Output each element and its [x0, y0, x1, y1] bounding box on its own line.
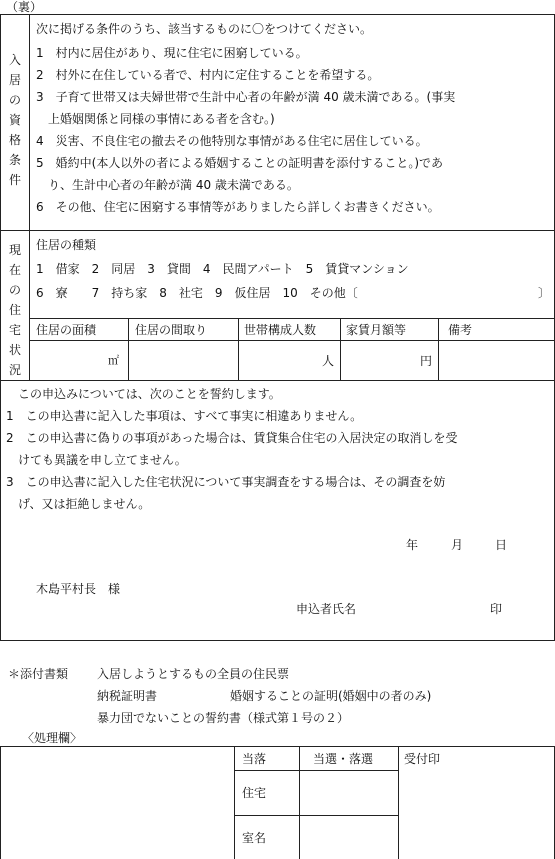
applicant-name-label: 申込者氏名 — [296, 602, 357, 616]
processing-label: 〈処理欄〉 — [22, 731, 83, 745]
eligibility-side-label: 入居の資格条件 — [8, 53, 21, 187]
housing-kind-label: 住居の種類 — [36, 238, 97, 252]
result-header: 当落 — [242, 752, 267, 766]
pledge-item: 1 この申込書に記入した事項は、すべて事実に相違ありません。 — [6, 409, 363, 423]
addressee: 木島平村長 様 — [36, 582, 121, 596]
pledge-item-continuation: げ、又は拒絶しません。 — [6, 497, 151, 511]
housing-kind-options-row1[interactable]: 1 借家 2 同居 3 貸間 4 民間アパート 5 賃貸マンション — [36, 262, 409, 276]
attachment-antigang-pledge: 暴力団でないことの誓約書（様式第１号の２） — [97, 711, 350, 725]
other-bracket-close: 〕 — [538, 286, 551, 300]
pledge-item: 2 この申込書に偽りの事項があった場合は、賃貸集合住宅の入居決定の取消しを受 — [6, 431, 458, 445]
receipt-stamp-header: 受付印 — [404, 752, 441, 766]
area-unit: ㎡ — [108, 354, 119, 367]
attachments-label: ＊添付書類 — [8, 667, 69, 681]
processing-table — [0, 746, 555, 859]
attachment-tax-certificate: 納税証明書 — [97, 689, 158, 703]
col-area-header: 住居の面積 — [36, 323, 97, 337]
eligibility-item[interactable]: 1 村内に居住があり、現に住宅に困窮している。 — [36, 46, 308, 60]
pledge-item-continuation: けても異議を申し立てません。 — [6, 453, 187, 467]
eligibility-item-continuation: り、生計中心者の年齢が満 40 歳未満である。 — [36, 178, 299, 192]
housing-kind-options-row2[interactable]: 6 寮 7 持ち家 8 社宅 9 仮住居 10 その他〔 — [36, 286, 358, 300]
date-day-label: 日 — [495, 538, 508, 552]
eligibility-item[interactable]: 4 災害、不良住宅の撤去その他特別な事情がある住宅に居住している。 — [36, 134, 428, 148]
eligibility-item[interactable]: 6 その他、住宅に困窮する事情等がありましたら詳しくお書きください。 — [36, 200, 440, 214]
eligibility-item[interactable]: 5 婚約中(本人以外の者による婚姻することの証明書を添付すること。)であ — [36, 156, 444, 170]
seal-mark: 印 — [490, 602, 503, 616]
pledge-item: 3 この申込書に記入した住宅状況について事実調査をする場合は、その調査を妨 — [6, 475, 446, 489]
col-layout-header: 住居の間取り — [135, 323, 208, 337]
col-remarks-header: 備考 — [448, 323, 473, 337]
remarks-input-cell[interactable] — [439, 341, 554, 380]
attachment-resident-record: 入居しようとするもの全員の住民票 — [97, 667, 290, 681]
selection-status-header: 当選・落選 — [313, 752, 374, 766]
eligibility-item-continuation: 上婚姻関係と同様の事情にある者を含む。) — [36, 112, 275, 126]
eligibility-item[interactable]: 3 子育て世帯又は夫婦世帯で生計中心者の年齢が満 40 歳未満である。(事実 — [36, 90, 456, 104]
applicant-name-field[interactable] — [370, 598, 480, 618]
date-year-label: 年 — [406, 538, 419, 552]
col-household-header: 世帯構成人数 — [244, 323, 317, 337]
eligibility-item[interactable]: 2 村外に在住している者で、村内に定住することを希望する。 — [36, 68, 380, 82]
housing-side-label: 現在の住宅状況 — [8, 243, 21, 377]
pledge-intro: この申込みについては、次のことを誓約します。 — [18, 387, 281, 401]
house-row-label: 住宅 — [242, 786, 267, 800]
yen-unit: 円 — [420, 354, 433, 368]
room-row-label: 室名 — [242, 831, 267, 845]
col-rent-header: 家賃月額等 — [346, 323, 407, 337]
eligibility-intro: 次に掲げる条件のうち、該当するものに〇をつけてください。 — [36, 22, 373, 36]
date-month-label: 月 — [451, 538, 464, 552]
people-unit: 人 — [322, 354, 335, 368]
back-side-label: （裏） — [6, 0, 43, 14]
layout-input-cell[interactable] — [129, 341, 238, 380]
attachment-marriage-proof: 婚姻することの証明(婚姻中の者のみ) — [230, 689, 432, 703]
